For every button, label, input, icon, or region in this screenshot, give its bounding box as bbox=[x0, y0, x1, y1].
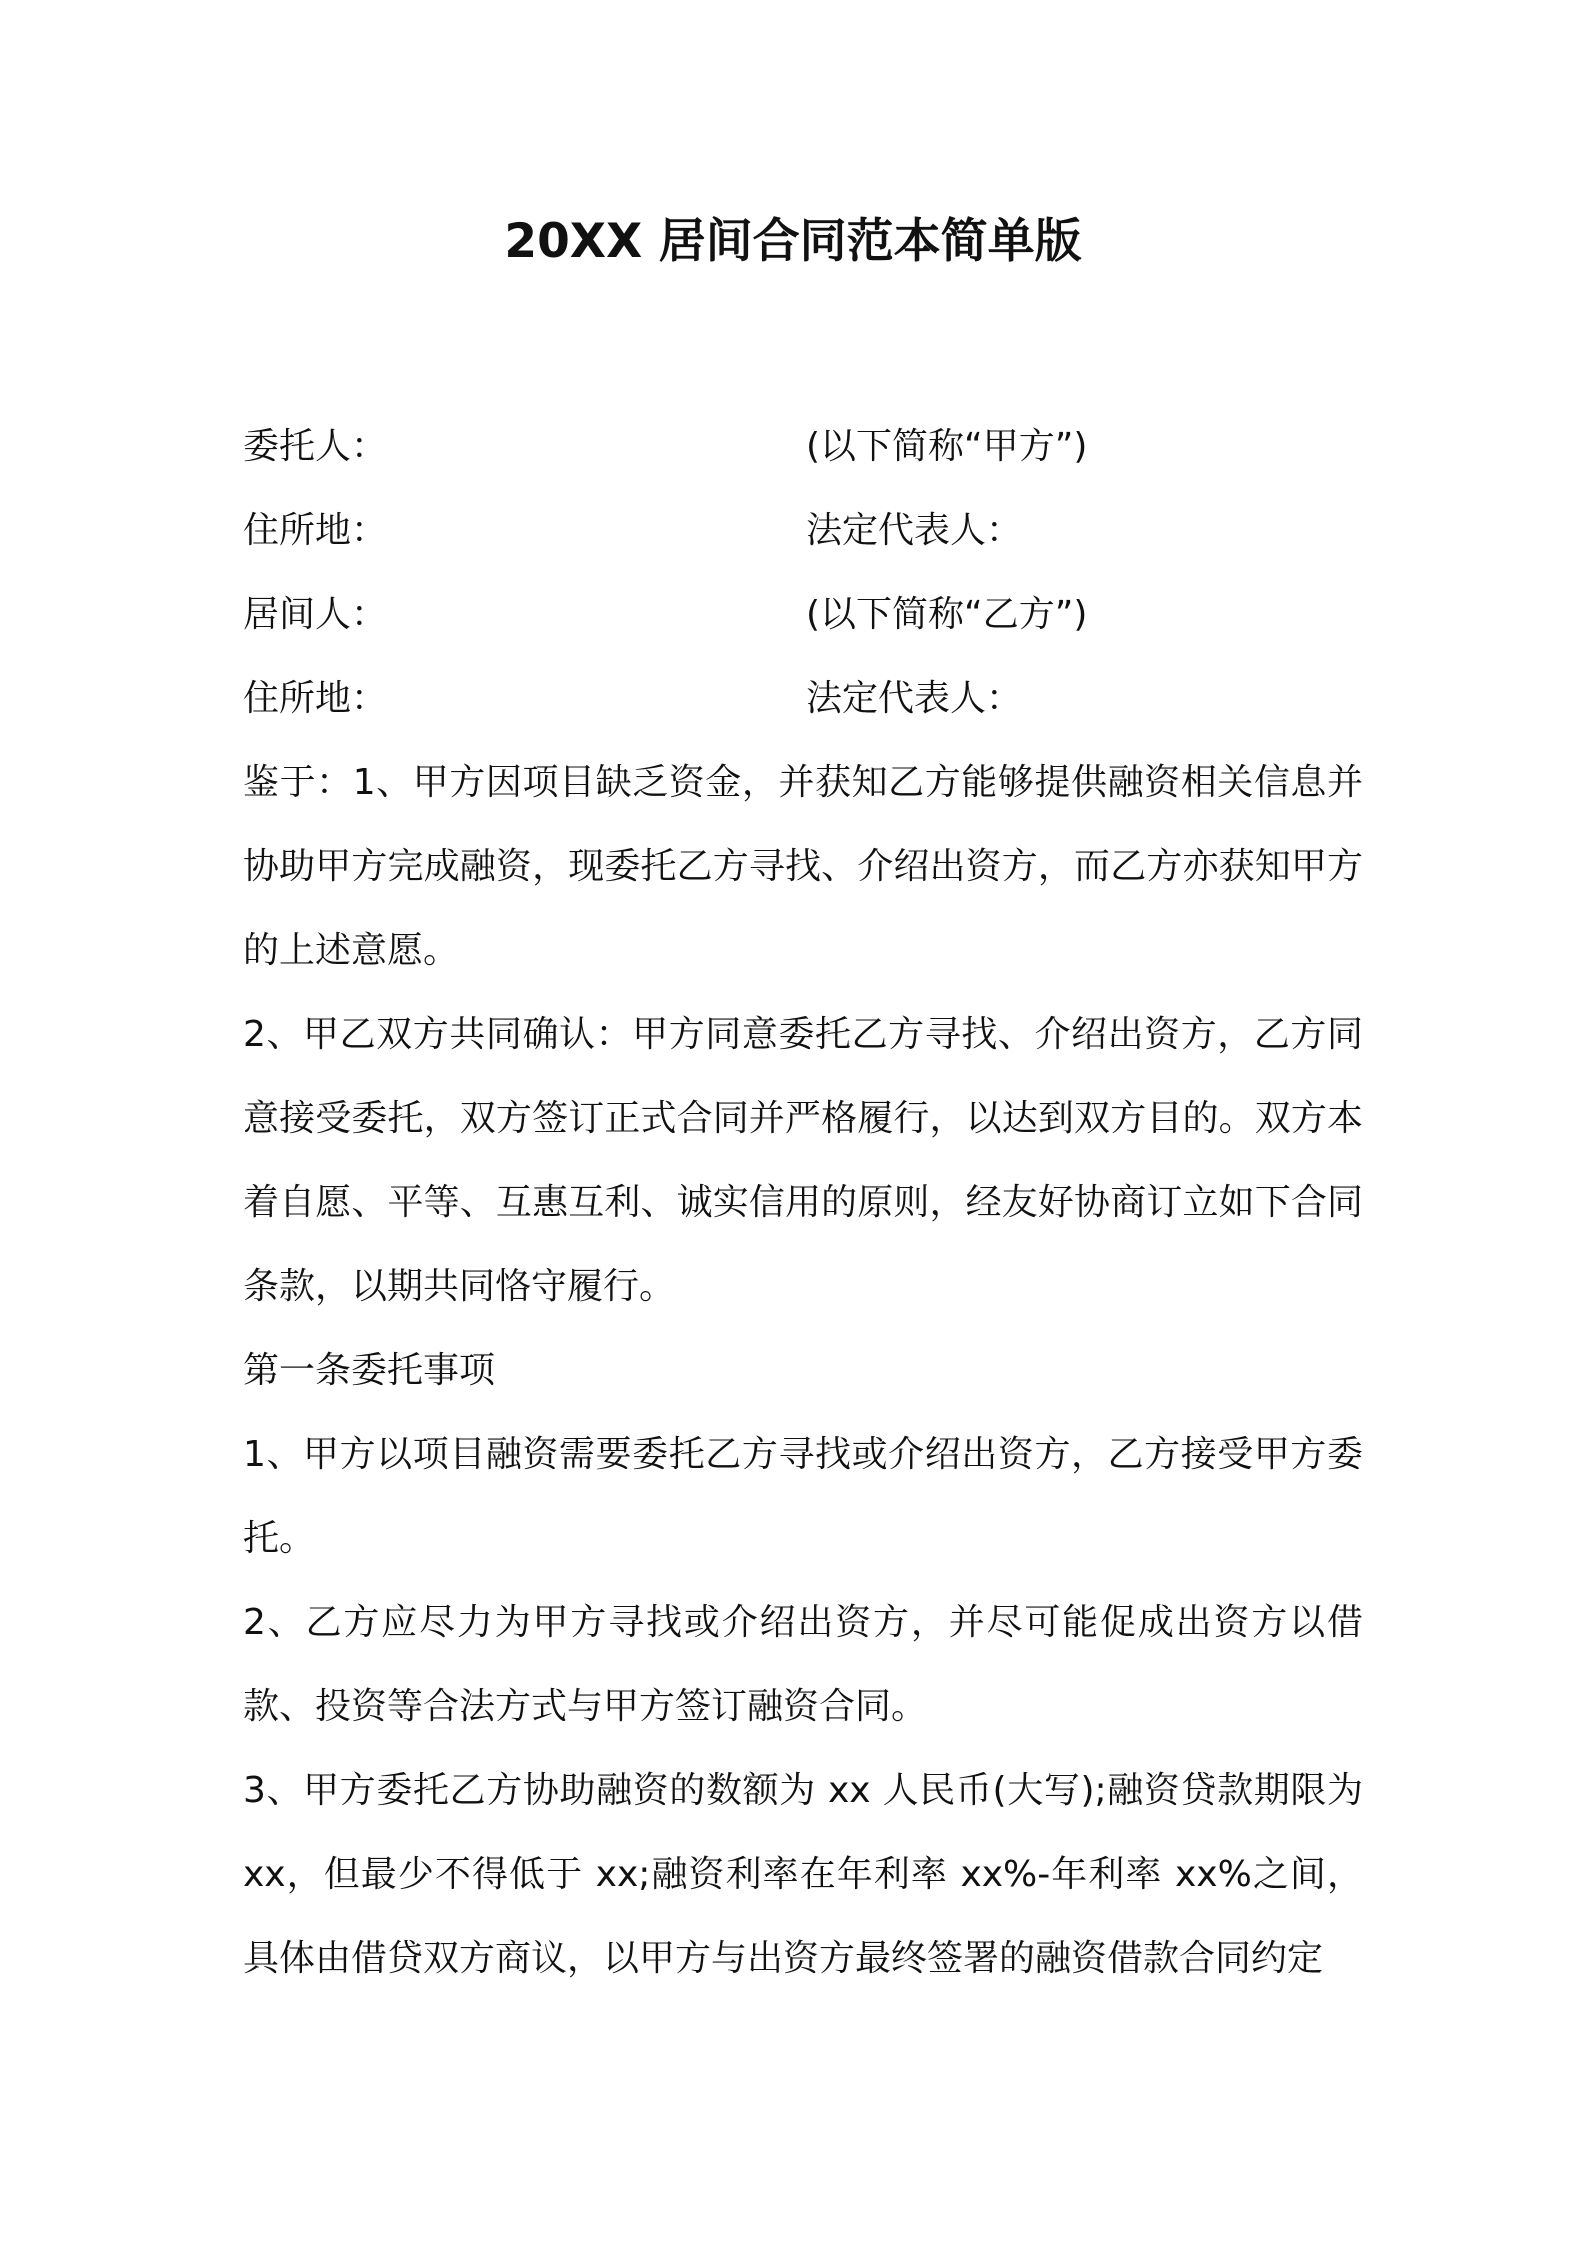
party-row-client-address bbox=[243, 489, 1363, 573]
broker-address-label: 住所地： bbox=[243, 678, 388, 719]
article-1-heading: 第一条委托事项 bbox=[243, 1350, 496, 1391]
article-1-item-1: 1、甲方以项目融资需要委托乙方寻找或介绍出资方，乙方接受甲方委托。 bbox=[243, 1434, 1363, 1559]
recital-paragraph-2: 2、甲乙双方共同确认：甲方同意委托乙方寻找、介绍出资方，乙方同意接受委托，双方签订正式合同并严格履行，以达到双方目的。双方本着自愿、平等、互惠互利、诚实信用的原则，经友好协商订立如下合同条款，以期共同恪守履行。 bbox=[243, 1014, 1363, 1307]
broker-alias: (以下简称“乙方”) bbox=[806, 594, 1088, 635]
document-body bbox=[243, 405, 1363, 2001]
recital-paragraph-1: 鉴于：1、甲方因项目缺乏资金，并获知乙方能够提供融资相关信息并协助甲方完成融资，现委托乙方寻找、介绍出资方，而乙方亦获知甲方的上述意愿。 bbox=[243, 762, 1363, 971]
broker-label: 居间人： bbox=[243, 594, 388, 635]
article-1-item-2: 2、乙方应尽力为甲方寻找或介绍出资方，并尽可能促成出资方以借款、投资等合法方式与甲方签订融资合同。 bbox=[243, 1602, 1363, 1727]
party-row-client bbox=[243, 405, 1363, 489]
broker-legal-rep-label: 法定代表人： bbox=[806, 678, 1023, 719]
client-alias: (以下简称“甲方”) bbox=[806, 426, 1088, 467]
document-title: 20XX 居间合同范本简单版 bbox=[504, 214, 1082, 269]
client-label: 委托人： bbox=[243, 426, 388, 467]
party-row-broker-address bbox=[243, 657, 1363, 741]
client-legal-rep-label: 法定代表人： bbox=[806, 510, 1023, 551]
party-row-broker bbox=[243, 573, 1363, 657]
client-address-label: 住所地： bbox=[243, 510, 388, 551]
article-1-item-3: 3、甲方委托乙方协助融资的数额为 xx 人民币(大写);融资贷款期限为 xx，但最少不得低于 xx;融资利率在年利率 xx%-年利率 xx%之间，具体由借贷双方商议，以甲方与出资方最终签署的融资借款合同约定 bbox=[243, 1770, 1363, 1979]
